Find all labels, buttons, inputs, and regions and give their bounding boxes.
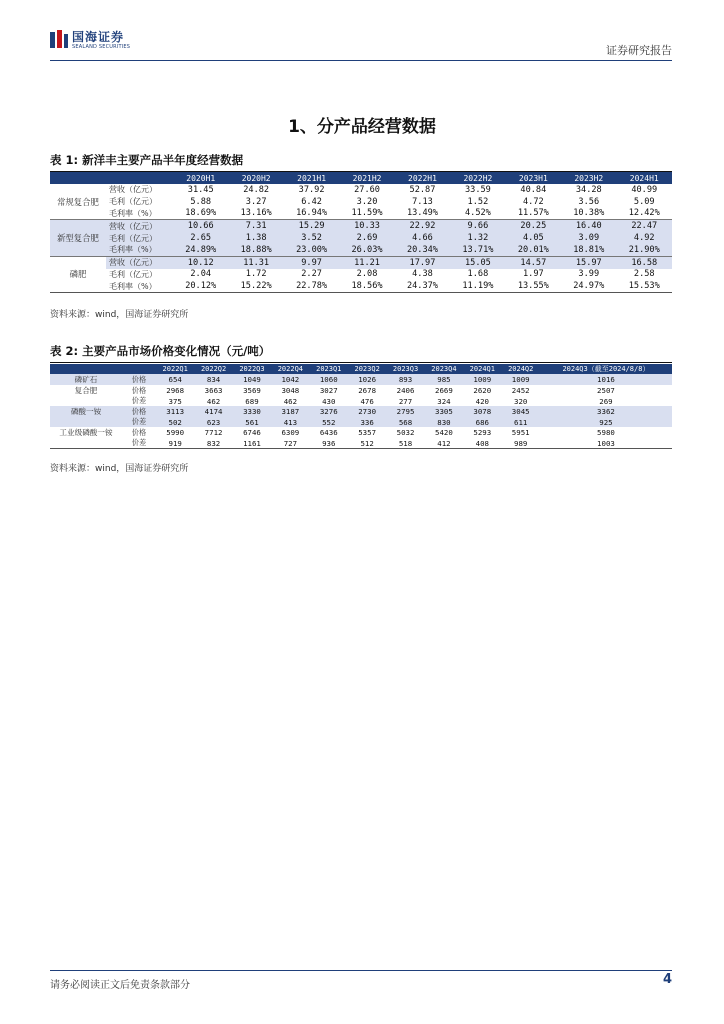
data-cell: 3362: [540, 406, 672, 417]
table-row: [50, 244, 672, 256]
data-cell: 1.38: [228, 232, 283, 244]
data-cell: 5990: [166, 428, 185, 437]
data-cell: 430: [322, 396, 336, 406]
header-cell-metric: [122, 364, 156, 374]
data-cell: 23.00%: [284, 244, 339, 256]
data-cell: 9.66: [450, 220, 505, 232]
data-cell: 6436: [319, 428, 338, 437]
data-cell: 4.52%: [464, 208, 491, 219]
data-cell: 561: [233, 417, 271, 427]
data-cell: 7712: [204, 428, 223, 437]
data-cell: 2406: [396, 386, 415, 395]
data-cell: 26.03%: [339, 244, 394, 256]
data-cell: 11.59%: [351, 208, 383, 219]
data-cell: 40.84: [520, 184, 547, 195]
data-cell: 40.99: [631, 184, 658, 195]
column-header: 2020H1: [173, 172, 228, 184]
data-cell: 1009: [502, 374, 540, 385]
data-cell: 20.12%: [185, 281, 217, 292]
data-cell: 2.08: [356, 269, 378, 280]
data-cell: 12.42%: [628, 208, 660, 219]
data-cell: 1009: [463, 374, 501, 385]
data-cell: 10.33: [339, 220, 394, 232]
data-cell: 3.52: [284, 232, 339, 244]
data-cell: 3045: [502, 406, 540, 417]
data-cell: 936: [322, 438, 336, 448]
table-row: [50, 184, 672, 196]
metric-label: 毛利（亿元）: [106, 232, 173, 244]
section-title: 1、分产品经营数据: [288, 117, 436, 137]
data-cell: 34.28: [575, 184, 602, 195]
data-cell: 1060: [310, 374, 348, 385]
data-cell: 2.69: [339, 232, 394, 244]
data-cell: 22.78%: [296, 281, 328, 292]
column-header: 2022H2: [450, 172, 505, 184]
data-cell: 568: [386, 417, 424, 427]
table-header-row: [50, 172, 672, 184]
column-header: 2023Q1: [310, 364, 348, 374]
data-cell: 3027: [319, 386, 338, 395]
table-header-row: [50, 364, 672, 374]
metric-label: 价差: [131, 438, 147, 447]
data-cell: 1026: [348, 374, 386, 385]
product-category: 工业级磷酸一铵: [59, 428, 113, 437]
data-cell: 476: [360, 396, 374, 406]
data-cell: 14.57: [506, 256, 561, 268]
data-cell: 611: [502, 417, 540, 427]
metric-label: 毛利率（%）: [106, 244, 173, 256]
column-header: 2022Q3: [233, 364, 271, 374]
data-cell: 5.88: [190, 196, 212, 207]
data-cell: 2.04: [190, 269, 212, 280]
data-cell: 4174: [194, 406, 232, 417]
data-cell: 37.92: [298, 184, 325, 195]
metric-label: 毛利（亿元）: [109, 197, 157, 207]
footer-disclaimer: 请务必阅读正文后免责条款部分: [50, 980, 190, 991]
metric-label: 价差: [122, 417, 156, 427]
data-cell: 15.53%: [628, 281, 660, 292]
data-cell: 22.92: [395, 220, 450, 232]
data-cell: 893: [386, 374, 424, 385]
table2-price-data: [50, 364, 672, 449]
data-cell: 7.31: [228, 220, 283, 232]
data-cell: 830: [425, 417, 463, 427]
data-cell: 462: [206, 396, 221, 406]
data-cell: 15.29: [284, 220, 339, 232]
product-category: [50, 396, 122, 406]
column-header: 2023H2: [561, 172, 616, 184]
data-cell: 5357: [358, 428, 377, 437]
data-cell: 3663: [204, 386, 223, 395]
table-row: [50, 269, 672, 281]
data-cell: 1.72: [245, 269, 267, 280]
data-cell: 20.01%: [506, 244, 561, 256]
data-cell: 22.47: [617, 220, 673, 232]
product-category: 常规复合肥: [57, 196, 99, 207]
column-header: 2022Q1: [156, 364, 194, 374]
table-row: [50, 385, 672, 396]
data-cell: 834: [194, 374, 232, 385]
product-category: 新型复合肥: [50, 220, 106, 256]
data-cell: 11.31: [228, 256, 283, 268]
data-cell: 33.59: [464, 184, 491, 195]
column-header: 2022Q2: [194, 364, 232, 374]
data-cell: 408: [475, 438, 489, 448]
table-row: [50, 220, 672, 232]
page-header: [50, 28, 672, 61]
metric-label: 价格: [131, 385, 147, 395]
data-cell: 512: [360, 438, 374, 448]
data-cell: 18.56%: [351, 281, 383, 292]
data-cell: 1016: [540, 374, 672, 385]
data-cell: 324: [437, 396, 451, 406]
data-cell: 727: [283, 438, 298, 448]
data-cell: 3569: [243, 386, 261, 395]
metric-label: 毛利（亿元）: [109, 269, 157, 279]
table2-source: 资料来源：wind，国海证券研究所: [50, 464, 189, 474]
data-cell: 336: [348, 417, 386, 427]
data-cell: 2620: [473, 386, 492, 395]
metric-label: 价格: [122, 374, 156, 385]
data-cell: 3.27: [245, 196, 267, 207]
metric-label: 营收（亿元）: [109, 185, 157, 195]
data-cell: 989: [514, 438, 528, 448]
data-cell: 21.90%: [617, 244, 673, 256]
data-cell: 15.97: [561, 256, 616, 268]
data-cell: 2.27: [301, 269, 322, 280]
product-category: [50, 438, 122, 449]
data-cell: 3048: [281, 386, 300, 395]
table1-caption: 表 1: 新洋丰主要产品半年度经营数据: [50, 152, 672, 172]
data-cell: 925: [540, 417, 672, 427]
column-header: 2024Q1: [463, 364, 501, 374]
table-row: [50, 374, 672, 385]
table1-source: 资料来源：wind，国海证券研究所: [50, 310, 189, 320]
data-cell: 1049: [233, 374, 271, 385]
data-cell: 6.42: [301, 196, 322, 207]
data-cell: 1.97: [522, 269, 544, 280]
product-category: 复合肥: [74, 386, 98, 395]
data-cell: 10.12: [173, 256, 228, 268]
data-cell: 11.57%: [517, 208, 549, 219]
header-cell-metric: [106, 172, 173, 184]
table2-caption: 表 2: 主要产品市场价格变化情况（元/吨）: [50, 343, 672, 363]
column-header: 2020H2: [228, 172, 283, 184]
data-cell: 2678: [358, 386, 377, 395]
data-cell: 4.92: [617, 232, 673, 244]
data-cell: 277: [398, 396, 413, 406]
table-row: [50, 396, 672, 406]
column-header: 2022H1: [395, 172, 450, 184]
data-cell: 18.81%: [561, 244, 616, 256]
data-cell: 5032: [396, 428, 415, 437]
data-cell: 552: [310, 417, 348, 427]
data-cell: 320: [514, 396, 528, 406]
column-header: 2024Q2: [502, 364, 540, 374]
data-cell: 2.58: [633, 269, 655, 280]
data-cell: 11.19%: [462, 281, 494, 292]
product-category: [50, 417, 122, 427]
data-cell: 518: [398, 438, 413, 448]
data-cell: 1.52: [467, 196, 489, 207]
metric-label: 价差: [131, 396, 147, 405]
data-cell: 15.22%: [240, 281, 272, 292]
data-cell: 27.60: [354, 184, 380, 195]
data-cell: 10.38%: [573, 208, 605, 219]
data-cell: 832: [206, 438, 221, 448]
column-header: 2023Q2: [348, 364, 386, 374]
data-cell: 31.45: [187, 184, 214, 195]
column-header: 2021H1: [284, 172, 339, 184]
header-cell-category: [50, 172, 106, 184]
data-cell: 3305: [425, 406, 463, 417]
data-cell: 52.87: [409, 184, 436, 195]
metric-label: 价格: [131, 427, 147, 437]
column-header: 2023Q3: [386, 364, 424, 374]
data-cell: 2795: [386, 406, 424, 417]
data-cell: 5293: [473, 428, 492, 437]
data-cell: 20.34%: [395, 244, 450, 256]
data-cell: 5420: [435, 428, 453, 437]
data-cell: 375: [168, 396, 182, 406]
data-cell: 1003: [597, 438, 615, 448]
data-cell: 4.05: [506, 232, 561, 244]
logo-chinese-name: 国海证券: [72, 30, 125, 44]
metric-label: 价格: [122, 406, 156, 417]
data-cell: 3.20: [356, 196, 378, 207]
table-row: [50, 208, 672, 220]
data-cell: 13.16%: [240, 208, 272, 219]
data-cell: 2730: [348, 406, 386, 417]
data-cell: 1161: [243, 438, 261, 448]
data-cell: 420: [475, 396, 489, 406]
table-row: [50, 427, 672, 438]
table1-semiannual-data: [50, 172, 672, 293]
data-cell: 3276: [310, 406, 348, 417]
data-cell: 1.32: [450, 232, 505, 244]
data-cell: 269: [599, 396, 613, 406]
data-cell: 16.40: [561, 220, 616, 232]
company-logo: [50, 30, 130, 56]
data-cell: 5.09: [633, 196, 655, 207]
data-cell: 2452: [511, 386, 530, 395]
column-header: 2022Q4: [271, 364, 309, 374]
metric-label: 营收（亿元）: [106, 256, 173, 268]
data-cell: 4.72: [522, 196, 544, 207]
data-cell: 2507: [597, 386, 615, 395]
header-cell-category: [50, 364, 122, 374]
data-cell: 24.89%: [173, 244, 228, 256]
data-cell: 17.97: [395, 256, 450, 268]
page-number: 4: [662, 972, 672, 987]
data-cell: 2968: [166, 386, 185, 395]
data-cell: 413: [271, 417, 309, 427]
data-cell: 2669: [435, 386, 453, 395]
data-cell: 24.37%: [406, 281, 438, 292]
metric-label: 营收（亿元）: [106, 220, 173, 232]
metric-label: 毛利率（%）: [109, 281, 157, 291]
data-cell: 20.25: [506, 220, 561, 232]
data-cell: 3.56: [578, 196, 600, 207]
data-cell: 5980: [597, 428, 615, 437]
data-cell: 1.68: [467, 269, 489, 280]
data-cell: 686: [463, 417, 501, 427]
data-cell: 689: [245, 396, 259, 406]
table-row: [50, 438, 672, 449]
data-cell: 502: [156, 417, 194, 427]
data-cell: 5951: [511, 428, 530, 437]
column-header: 2021H2: [339, 172, 394, 184]
logo-mark-icon: [50, 30, 68, 50]
logo-english-name: SEALAND SECURITIES: [72, 44, 131, 50]
data-cell: 11.21: [339, 256, 394, 268]
column-header: 2024Q3（截至2024/8/8）: [540, 364, 672, 374]
data-cell: 6746: [243, 428, 261, 437]
product-category: 磷矿石: [50, 374, 122, 385]
column-header: 2023H1: [506, 172, 561, 184]
report-type-label: 证券研究报告: [606, 44, 672, 57]
data-cell: 985: [425, 374, 463, 385]
data-cell: 3.09: [561, 232, 616, 244]
data-cell: 16.94%: [296, 208, 328, 219]
data-cell: 16.58: [617, 256, 673, 268]
table-row: [50, 232, 672, 244]
data-cell: 10.66: [173, 220, 228, 232]
data-cell: 3187: [271, 406, 309, 417]
data-cell: 13.71%: [450, 244, 505, 256]
table-row: [50, 256, 672, 268]
data-cell: 3.99: [578, 269, 600, 280]
data-cell: 15.05: [450, 256, 505, 268]
data-cell: 3113: [156, 406, 194, 417]
column-header: 2024H1: [617, 172, 673, 184]
data-cell: 3078: [463, 406, 501, 417]
data-cell: 13.49%: [406, 208, 438, 219]
data-cell: 919: [168, 438, 182, 448]
data-cell: 7.13: [412, 196, 433, 207]
table-row: [50, 196, 672, 208]
data-cell: 412: [437, 438, 451, 448]
data-cell: 24.82: [243, 184, 270, 195]
data-cell: 1042: [271, 374, 309, 385]
data-cell: 4.66: [395, 232, 450, 244]
footer-divider: [50, 970, 672, 971]
column-header: 2023Q4: [425, 364, 463, 374]
product-category: 磷酸一铵: [50, 406, 122, 417]
metric-label: 毛利率（%）: [109, 208, 157, 218]
data-cell: 623: [194, 417, 232, 427]
data-cell: 13.55%: [517, 281, 549, 292]
data-cell: 3330: [233, 406, 271, 417]
data-cell: 2.65: [173, 232, 228, 244]
data-cell: 18.88%: [228, 244, 283, 256]
data-cell: 9.97: [284, 256, 339, 268]
table-row: [50, 406, 672, 417]
data-cell: 6309: [281, 428, 300, 437]
data-cell: 4.38: [412, 269, 433, 280]
data-cell: 462: [283, 396, 298, 406]
product-category: 磷肥: [50, 256, 106, 292]
data-cell: 18.69%: [185, 208, 217, 219]
table-row: [50, 280, 672, 292]
table-row: [50, 417, 672, 427]
data-cell: 654: [156, 374, 194, 385]
data-cell: 24.97%: [573, 281, 605, 292]
